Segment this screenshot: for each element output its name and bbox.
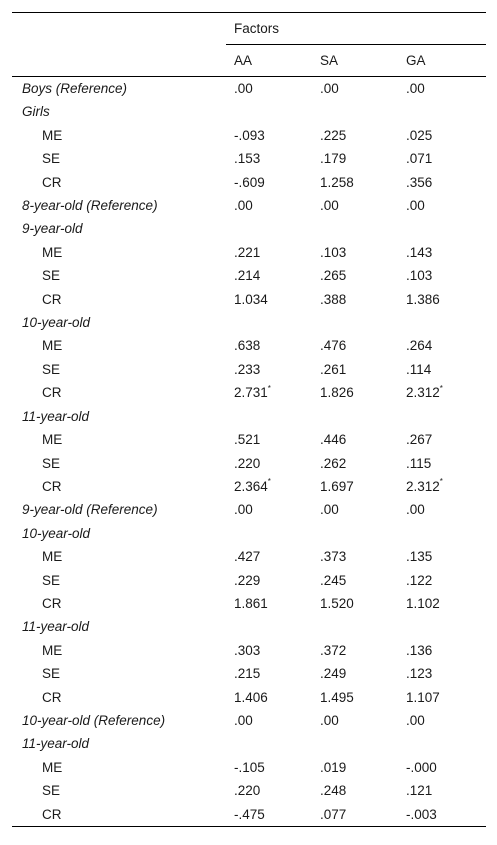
cell-text: .00	[320, 81, 339, 96]
cell-text: -.475	[234, 806, 265, 822]
table-row	[12, 592, 486, 615]
cell-text: .115	[406, 455, 432, 471]
cell-value	[226, 592, 312, 615]
table-row	[12, 779, 486, 802]
cell-text: .245	[320, 572, 347, 588]
cell-value	[312, 709, 398, 732]
row-group-label: Boys (Reference)	[22, 81, 128, 96]
table-row	[12, 569, 486, 592]
table-row	[12, 241, 486, 264]
cell-text: .476	[320, 338, 347, 354]
cell-value	[398, 358, 486, 381]
cell-value	[312, 545, 398, 568]
row-stat-label: SE	[42, 268, 61, 284]
cell-value	[312, 194, 398, 217]
cell-text: .373	[320, 549, 347, 565]
cell-value	[398, 171, 486, 194]
cell-value	[312, 803, 398, 827]
cell-text: .229	[234, 572, 261, 588]
cell-value	[312, 522, 398, 545]
cell-value	[226, 756, 312, 779]
cell-text: -.609	[234, 174, 265, 190]
cell-text: .220	[234, 455, 261, 471]
cell-text: 1.406	[234, 689, 268, 705]
row-stat-label: CR	[42, 385, 62, 401]
row-stat-label: CR	[12, 803, 226, 827]
table-row	[12, 803, 486, 827]
cell-text: .179	[320, 151, 347, 167]
cell-value	[226, 803, 312, 827]
table-row	[12, 334, 486, 357]
cell-value	[226, 662, 312, 685]
row-group-label: 9-year-old	[22, 221, 83, 237]
table-row	[12, 171, 486, 194]
significance-marker: *	[439, 383, 443, 393]
cell-value	[226, 452, 312, 475]
cell-value	[226, 171, 312, 194]
table-body	[12, 77, 486, 827]
table-row	[12, 522, 486, 545]
cell-text: 1.386	[406, 291, 440, 307]
cell-text: .248	[320, 783, 347, 799]
cell-value	[398, 779, 486, 802]
cell-text: .225	[320, 127, 347, 143]
row-stat-label: CR	[42, 174, 62, 190]
cell-value	[312, 452, 398, 475]
cell-value	[398, 428, 486, 451]
cell-text: .00	[406, 502, 425, 518]
row-stat-label: ME	[42, 338, 63, 354]
cell-value	[312, 77, 398, 101]
cell-value	[398, 592, 486, 615]
cell-value	[312, 405, 398, 428]
cell-text: .00	[234, 81, 253, 96]
significance-marker: *	[267, 383, 271, 393]
cell-value	[226, 569, 312, 592]
cell-value	[398, 522, 486, 545]
cell-value	[398, 545, 486, 568]
row-stat-label: SE	[42, 455, 61, 471]
cell-text: .233	[234, 361, 261, 377]
column-header-sa: SA	[312, 45, 398, 77]
cell-text: 1.697	[320, 478, 354, 494]
cell-value	[398, 217, 486, 240]
cell-value	[226, 77, 312, 101]
table-row	[12, 686, 486, 709]
cell-value	[226, 217, 312, 240]
cell-text: .121	[406, 783, 433, 799]
cell-value	[226, 381, 312, 404]
cell-text: .122	[406, 572, 433, 588]
cell-value	[398, 569, 486, 592]
cell-value	[312, 288, 398, 311]
table-row	[12, 77, 486, 101]
row-stat-label: SE	[42, 151, 61, 167]
cell-value	[226, 100, 312, 123]
cell-text: 1.107	[406, 689, 440, 705]
cell-value	[312, 498, 398, 521]
cell-text: -.105	[234, 759, 265, 775]
cell-text: .356	[406, 174, 433, 190]
table-row	[12, 662, 486, 685]
cell-text: .00	[406, 81, 425, 96]
significance-marker: *	[439, 477, 443, 487]
header-row-group	[12, 13, 486, 45]
cell-value	[398, 756, 486, 779]
cell-text: .264	[406, 338, 433, 354]
cell-value	[312, 732, 398, 755]
row-group-label: 11-year-old	[22, 619, 90, 635]
cell-text: .215	[234, 666, 261, 682]
cell-value	[398, 803, 486, 827]
cell-text: .103	[320, 244, 347, 260]
cell-value	[226, 311, 312, 334]
cell-value	[312, 662, 398, 685]
cell-value	[226, 334, 312, 357]
cell-text: .025	[406, 127, 433, 143]
cell-value	[226, 475, 312, 498]
results-table-container	[12, 12, 486, 827]
cell-value	[312, 756, 398, 779]
table-row	[12, 405, 486, 428]
cell-text: .220	[234, 783, 261, 799]
cell-text: -.093	[234, 127, 265, 143]
cell-text: .00	[320, 198, 339, 214]
cell-value	[226, 288, 312, 311]
table-row	[12, 194, 486, 217]
cell-text: .214	[234, 268, 261, 284]
cell-text: .00	[406, 712, 425, 728]
cell-value	[226, 545, 312, 568]
cell-value	[226, 405, 312, 428]
cell-text: .221	[234, 244, 261, 260]
cell-value	[226, 428, 312, 451]
cell-value	[312, 241, 398, 264]
row-stat-label: ME	[42, 127, 63, 143]
cell-text: .136	[406, 642, 433, 658]
row-group-label: 10-year-old (Reference)	[22, 712, 166, 728]
cell-text: 2.312	[406, 478, 440, 494]
cell-text: .00	[234, 712, 253, 728]
cell-value	[312, 334, 398, 357]
row-group-label: 11-year-old	[22, 408, 90, 424]
cell-text: -.003	[406, 806, 437, 822]
row-stat-label: CR	[42, 689, 62, 705]
row-stat-label: SE	[42, 783, 61, 799]
cell-text: 1.495	[320, 689, 354, 705]
cell-value	[226, 264, 312, 287]
cell-text: .019	[320, 759, 347, 775]
cell-value	[398, 264, 486, 287]
cell-text: .249	[320, 666, 347, 682]
cell-value	[312, 569, 398, 592]
table-row	[12, 217, 486, 240]
header-row-columns	[12, 45, 486, 77]
table-row	[12, 615, 486, 638]
cell-text: .372	[320, 642, 347, 658]
cell-value	[226, 358, 312, 381]
table-row	[12, 100, 486, 123]
cell-text: .638	[234, 338, 261, 354]
cell-value	[312, 358, 398, 381]
cell-value	[398, 381, 486, 404]
cell-value	[398, 405, 486, 428]
cell-text: .261	[320, 361, 347, 377]
table-row	[12, 381, 486, 404]
cell-value	[312, 217, 398, 240]
cell-value	[226, 615, 312, 638]
cell-value	[398, 77, 486, 101]
cell-text: 2.312	[406, 385, 440, 401]
row-group-label: 11-year-old	[22, 736, 90, 752]
table-row	[12, 498, 486, 521]
cell-value	[312, 475, 398, 498]
table-row	[12, 639, 486, 662]
column-header-ga: GA	[398, 45, 486, 77]
row-stat-label: ME	[42, 432, 63, 448]
cell-text: .265	[320, 268, 347, 284]
row-group-label: 10-year-old	[22, 315, 91, 331]
cell-text: 1.102	[406, 595, 440, 611]
cell-text: .00	[234, 198, 253, 214]
cell-text: .143	[406, 244, 433, 260]
cell-value	[398, 615, 486, 638]
cell-value	[226, 147, 312, 170]
cell-text: .153	[234, 151, 261, 167]
row-stat-label: ME	[42, 759, 63, 775]
cell-text: 1.034	[234, 291, 268, 307]
cell-value	[398, 194, 486, 217]
cell-value	[398, 334, 486, 357]
cell-value	[226, 522, 312, 545]
row-stat-label: CR	[42, 595, 62, 611]
table-row	[12, 288, 486, 311]
cell-value	[312, 779, 398, 802]
cell-value	[398, 732, 486, 755]
factors-header: Factors	[226, 13, 486, 45]
cell-text: .071	[406, 151, 433, 167]
table-row	[12, 264, 486, 287]
row-stat-label: SE	[42, 572, 61, 588]
cell-value	[398, 311, 486, 334]
cell-value	[312, 686, 398, 709]
cell-value	[226, 241, 312, 264]
cell-value	[226, 686, 312, 709]
cell-value	[398, 639, 486, 662]
cell-text: 1.826	[320, 385, 354, 401]
cell-value	[398, 288, 486, 311]
cell-text: .00	[406, 198, 425, 214]
cell-value	[398, 100, 486, 123]
cell-value	[226, 194, 312, 217]
cell-value	[312, 100, 398, 123]
cell-text: .262	[320, 455, 347, 471]
cell-value	[226, 779, 312, 802]
cell-value	[398, 124, 486, 147]
cell-text: .00	[320, 502, 339, 518]
cell-text: .388	[320, 291, 347, 307]
results-table	[12, 12, 486, 827]
cell-value	[312, 171, 398, 194]
cell-value	[312, 615, 398, 638]
header-corner	[12, 13, 226, 45]
cell-text: .521	[234, 432, 261, 448]
table-row	[12, 147, 486, 170]
row-stat-label: CR	[42, 478, 62, 494]
row-group-label: 10-year-old	[22, 525, 91, 541]
cell-value	[312, 428, 398, 451]
cell-value	[312, 311, 398, 334]
column-header-aa: AA	[226, 45, 312, 77]
cell-value	[226, 124, 312, 147]
cell-text: .267	[406, 432, 433, 448]
cell-value	[312, 264, 398, 287]
table-row	[12, 732, 486, 755]
cell-text: 1.258	[320, 174, 354, 190]
row-stat-label: ME	[42, 642, 63, 658]
table-row	[12, 428, 486, 451]
cell-text: 2.731	[234, 385, 268, 401]
cell-text: .00	[234, 502, 253, 518]
row-group-label: Girls	[22, 104, 50, 120]
cell-text: 1.520	[320, 595, 354, 611]
cell-value	[312, 381, 398, 404]
cell-value	[312, 592, 398, 615]
row-stat-label: ME	[42, 549, 63, 565]
cell-value	[226, 498, 312, 521]
cell-value	[398, 147, 486, 170]
row-stat-label: SE	[42, 666, 61, 682]
table-row	[12, 475, 486, 498]
cell-text: .123	[406, 666, 433, 682]
cell-value	[398, 498, 486, 521]
cell-text: .446	[320, 432, 347, 448]
cell-value	[312, 147, 398, 170]
cell-value	[226, 639, 312, 662]
cell-value	[226, 709, 312, 732]
header-corner-2	[12, 45, 226, 77]
cell-text: 1.861	[234, 595, 268, 611]
table-row	[12, 452, 486, 475]
table-row	[12, 709, 486, 732]
row-group-label: 8-year-old (Reference)	[22, 198, 158, 214]
cell-value	[312, 639, 398, 662]
cell-text: .135	[406, 549, 433, 565]
cell-text: .303	[234, 642, 261, 658]
significance-marker: *	[267, 477, 271, 487]
row-group-label: 9-year-old (Reference)	[22, 502, 158, 518]
cell-value	[398, 452, 486, 475]
cell-text: .427	[234, 549, 261, 565]
row-stat-label: SE	[42, 361, 61, 377]
cell-value	[398, 709, 486, 732]
cell-text: .103	[406, 268, 433, 284]
table-row	[12, 756, 486, 779]
cell-value	[398, 662, 486, 685]
table-row	[12, 358, 486, 381]
cell-text: .077	[320, 806, 347, 822]
row-stat-label: CR	[42, 291, 62, 307]
cell-value	[312, 124, 398, 147]
cell-text: .00	[320, 712, 339, 728]
cell-text: 2.364	[234, 478, 268, 494]
table-row	[12, 124, 486, 147]
cell-text: -.000	[406, 759, 437, 775]
table-row	[12, 545, 486, 568]
cell-text: .114	[406, 361, 432, 377]
cell-value	[398, 241, 486, 264]
cell-value	[398, 475, 486, 498]
cell-value	[226, 732, 312, 755]
table-header	[12, 13, 486, 77]
cell-value	[398, 686, 486, 709]
row-stat-label: ME	[42, 244, 63, 260]
table-row	[12, 311, 486, 334]
